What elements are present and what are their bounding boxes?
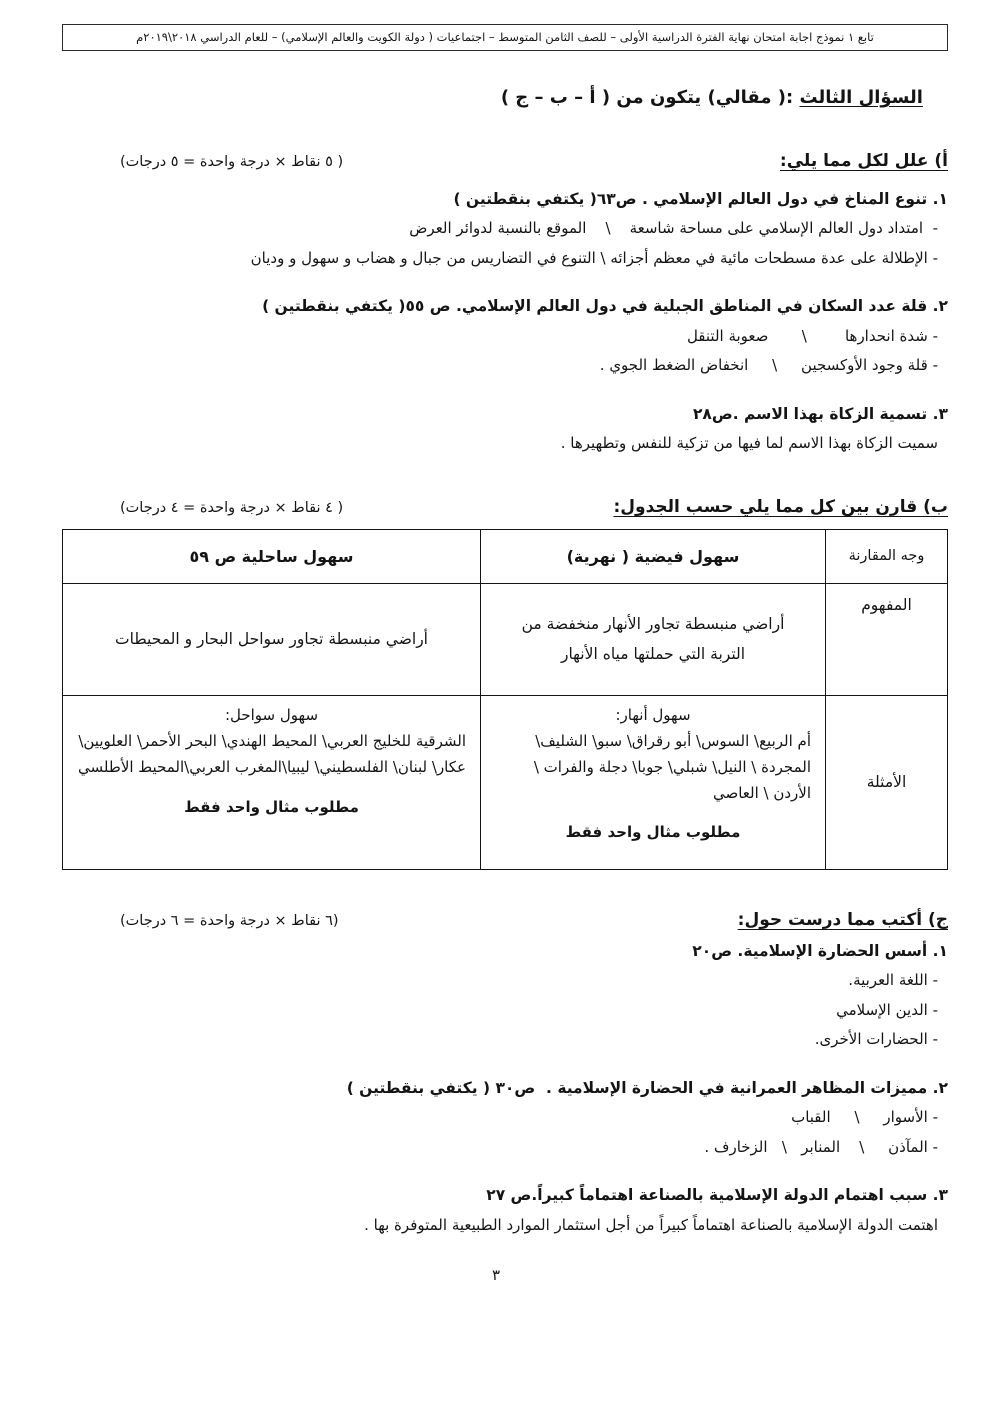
section-b-points-note: ( ٤ نقاط × درجة واحدة = ٤ درجات) [120, 499, 344, 516]
answer-line: - الحضارات الأخرى. [814, 1030, 938, 1049]
document-header-text: تابع ١ نموذج اجابة امتحان نهاية الفترة الدراسية الأولى – للصف الثامن المتوسط – اجتماعيات ( دولة الكويت والعالم الإسلامي) – للعام الدراسي ٢٠١٨\٢٠١٩م [136, 30, 874, 44]
examples-coast-list: الشرقية للخليج العربي\ المحيط الهندي\ البحر الأحمر\ العلويين\ عكار\ لبنان\ الفلسطيني\ ليبيا\المغرب العربي\المحيط الأطلسي [73, 731, 466, 776]
table-row-concept [63, 583, 948, 695]
answer-line: - اللغة العربية. [848, 971, 938, 990]
answer-line: - قلة وجود الأوكسجين \ انخفاض الضغط الجوي . [599, 356, 938, 375]
table-header-row [63, 529, 948, 583]
section-a-points-note: ( ٥ نقاط × درجة واحدة = ٥ درجات) [120, 154, 344, 170]
document-header-box [62, 24, 948, 51]
answer-line: سميت الزكاة بهذا الاسم لما فيها من تزكية للنفس وتطهيرها . [560, 434, 938, 453]
question-title [62, 66, 948, 129]
section-c-header-row [62, 910, 948, 930]
answer-line: اهتمت الدولة الإسلامية بالصناعة اهتماماً كبيراً من أجل استثمار الموارد الطبيعية المتوفرة بها . [364, 1215, 938, 1234]
examples-coast-title: سهول سواحل: [224, 705, 319, 724]
item-title: ٣. سبب اهتمام الدولة الإسلامية بالصناعة اهتماماً كبيراً.ص ٢٧ [486, 1186, 948, 1205]
table-row-examples [63, 695, 948, 869]
item-title: ٢. مميزات المظاهر العمرانية في الحضارة الإسلامية . ص٣٠ ( يكتفي بنقطتين ) [346, 1078, 948, 1097]
item-title: ٢. قلة عدد السكان في المناطق الجبلية في دول العالم الإسلامي. ص ٥٥( يكتفي بنقطتين ) [262, 297, 948, 316]
table-header-coastal-plains: سهول ساحلية ص ٥٩ [63, 529, 481, 583]
concept-river-plains: أراضي منبسطة تجاور الأنهار منخفضة من التربة التي حملتها مياه الأنهار [481, 583, 826, 695]
section-c-item-1 [62, 940, 948, 1051]
section-a-item-1 [62, 188, 948, 269]
row-label-examples: الأمثلة [826, 695, 948, 869]
examples-coastal-plains [63, 695, 481, 869]
answer-line: - الإطلالة على عدة مسطحات مائية في معظم أجزائه \ التنوع في التضاريس من جبال و هضاب و سهول و وديان [250, 248, 938, 267]
section-b-header-row [62, 497, 948, 517]
section-a-header-row [62, 151, 948, 171]
answer-line: - الدين الإسلامي [836, 1000, 938, 1019]
examples-river-note: مطلوب مثال واحد فقط [565, 823, 741, 842]
answer-line: - شدة انحدارها \ صعوبة التنقل [686, 326, 938, 345]
concept-coastal-plains: أراضي منبسطة تجاور سواحل البحار و المحيطات [63, 583, 481, 695]
section-c-points-note: (٦ نقاط × درجة واحدة = ٦ درجات) [120, 912, 339, 929]
table-header-river-plains: سهول فيضية ( نهرية) [481, 529, 826, 583]
row-label-concept: المفهوم [826, 583, 948, 695]
table-header-compare: وجه المقارنة [826, 529, 948, 583]
section-a-item-3 [62, 403, 948, 455]
examples-coast-note: مطلوب مثال واحد فقط [184, 797, 359, 816]
section-c-heading: ج) أكتب مما درست حول: [737, 909, 948, 930]
item-title: ٣. تسمية الزكاة بهذا الاسم .ص٢٨ [692, 404, 948, 423]
examples-river-title: سهول أنهار: [615, 705, 691, 724]
section-c-item-2 [62, 1077, 948, 1158]
section-a-item-2 [62, 295, 948, 376]
answer-line: - المآذن \ المنابر \ الزخارف . [704, 1137, 938, 1156]
question-title-underlined: السؤال الثالث [799, 87, 923, 108]
section-b-heading: ب) قارن بين كل مما يلي حسب الجدول: [613, 496, 948, 517]
examples-river-plains [481, 695, 826, 869]
question-title-rest: :( مقالي) يتكون من ( أ – ب – ج ) [500, 87, 800, 108]
page-number: ٣ [491, 1266, 501, 1284]
item-title: ١. أسس الحضارة الإسلامية. ص٢٠ [692, 941, 948, 960]
answer-line: - الأسوار \ القباب [791, 1108, 938, 1127]
section-a-heading: أ) علل لكل مما يلي: [779, 151, 948, 171]
section-c-item-3 [62, 1184, 948, 1236]
examples-river-list: أم الربيع\ السوس\ أبو رقراق\ سبو\ الشليف\ المجردة \ النيل\ شبلي\ جوبا\ دجلة والفرات \ الأردن \ العاصي [529, 731, 811, 802]
comparison-table [62, 529, 948, 870]
item-title: ١. تنوع المناخ في دول العالم الإسلامي . ص٦٣( يكتفي بنقطتين ) [453, 190, 948, 208]
answer-line: - امتداد دول العالم الإسلامي على مساحة شاسعة \ الموقع بالنسبة لدوائر العرض [409, 219, 938, 238]
